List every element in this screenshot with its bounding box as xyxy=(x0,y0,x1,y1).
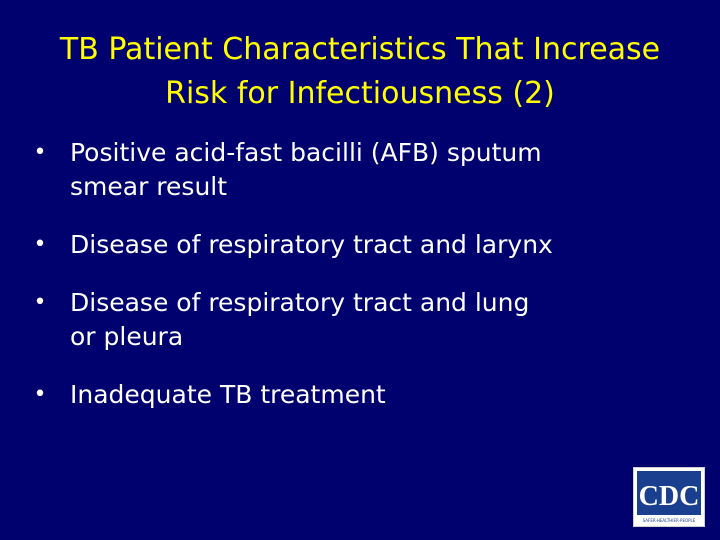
cdc-logo xyxy=(633,467,705,527)
bullet-item xyxy=(30,228,670,262)
bullet-text-line: Inadequate TB treatment xyxy=(70,380,386,409)
logo-text: CDC xyxy=(638,481,700,512)
title-line-2: Risk for Infectiousness (2) xyxy=(165,76,555,111)
bullet-list xyxy=(30,136,670,412)
bullet-text-line: smear result xyxy=(70,172,228,201)
bullet-item xyxy=(30,286,670,354)
bullet-text-line: Positive acid-fast bacilli (AFB) sputum xyxy=(70,138,542,167)
logo-tagline: SAFER·HEALTHIER·PEOPLE xyxy=(642,518,696,523)
cdc-logo-graphic xyxy=(634,468,704,526)
bullet-item xyxy=(30,378,670,412)
bullet-symbol: • xyxy=(33,140,47,165)
bullet-symbol: • xyxy=(33,382,47,407)
bullet-text-line: or pleura xyxy=(70,322,184,351)
title-line-1: TB Patient Characteristics That Increase xyxy=(59,32,661,67)
bullet-text-line: Disease of respiratory tract and lung xyxy=(70,288,530,317)
bullet-item xyxy=(30,136,670,204)
bullet-symbol: • xyxy=(33,232,47,257)
slide-title xyxy=(20,28,700,116)
bullet-symbol: • xyxy=(33,290,47,315)
bullet-text-line: Disease of respiratory tract and larynx xyxy=(70,230,553,259)
